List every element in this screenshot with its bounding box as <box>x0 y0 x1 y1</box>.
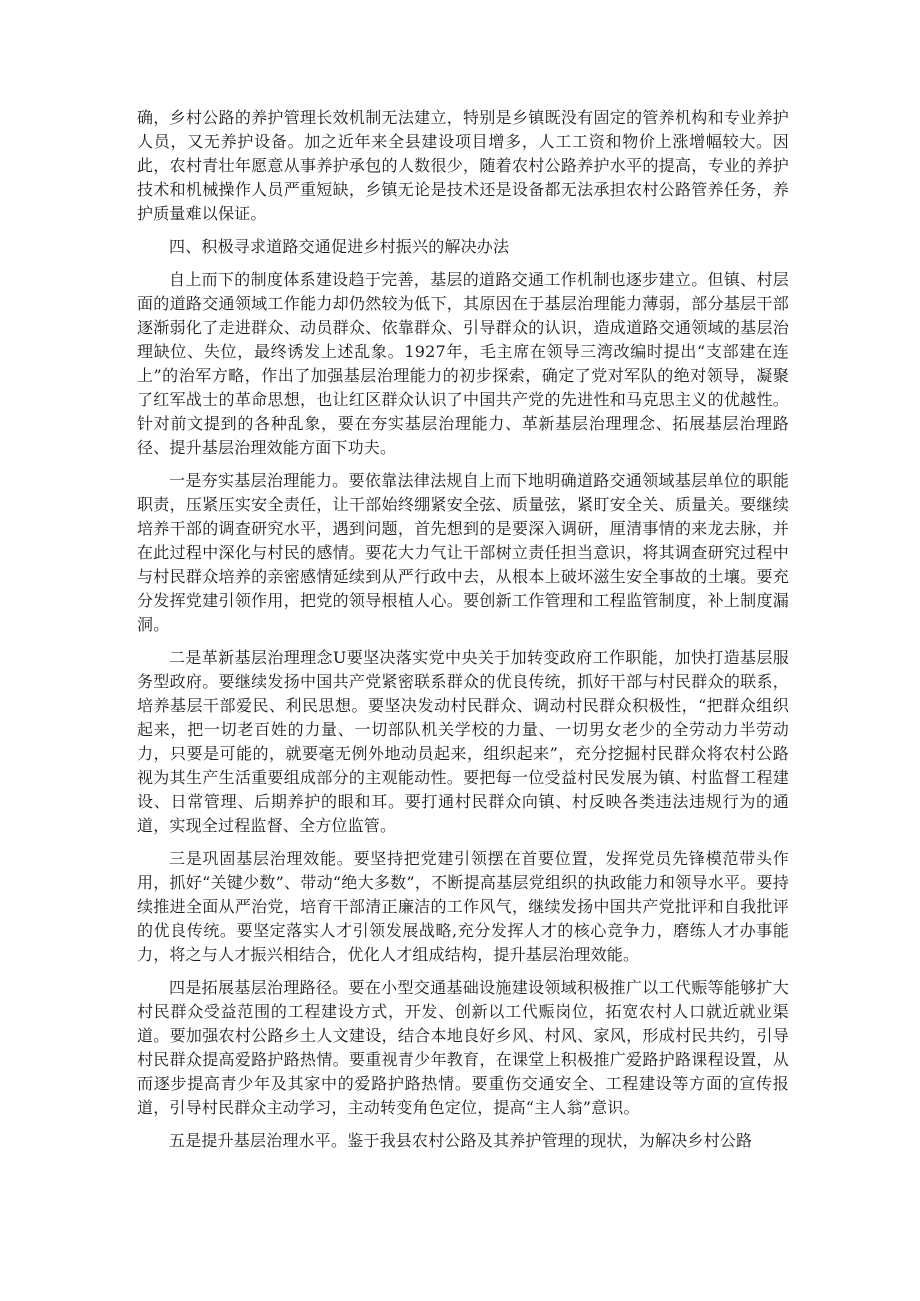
paragraph-point-3: 三是巩固基层治理效能。要坚持把党建引领摆在首要位置，发挥党员先锋模范带头作用，抓好“关键少数”、带动“绝大多数”，不断提高基层党组织的执政能力和领导水平。要持续推进全面从严治党，培育干部清正廉洁的工作风气，继续发扬中国共产党批评和自我批评的优良传统。要坚定落实人才引领发展战略,充分发挥人才的核心竞争力，磨练人才办事能力，将之与人才振兴相结合，优化人才组成结构，提升基层治理效能。 <box>137 849 789 964</box>
paragraph-intro: 自上而下的制度体系建设趋于完善，基层的道路交通工作机制也逐步建立。但镇、村层面的道路交通领域工作能力却仍然较为低下，其原因在于基层治理能力薄弱，部分基层干部逐渐弱化了走进群众、动员群众、依靠群众、引导群众的认识，造成道路交通领域的基层治理缺位、失位，最终诱发上述乱象。1927年，毛主席在领导三湾改编时提出“支部建在连上”的治军方略，作出了加强基层治理能力的初步探索，确定了党对军队的绝对领导，凝聚了红军战士的革命思想，也让红区群众认识了中国共产党的先进性和马克思主义的优越性。针对前文提到的各种乱象，要在夯实基层治理能力、革新基层治理理念、拓展基层治理路径、提升基层治理效能方面下功夫。 <box>137 270 789 457</box>
paragraph-point-4: 四是拓展基层治理路径。要在小型交通基础设施建设领域积极推广以工代赈等能够扩大村民群众受益范围的工程建设方式，开发、创新以工代赈岗位，拓宽农村人口就近就业渠道。要加强农村公路乡土人文建设，结合本地良好乡风、村风、家风，形成村民共约，引导村民群众提高爱路护路热情。要重视青少年教育，在课堂上积极推广爱路护路课程设置，从而逐步提高青少年及其家中的爱路护路热情。要重伤交通安全、工程建设等方面的宣传报道，引导村民群众主动学习，主动转变角色定位，提高“主人翁”意识。 <box>137 978 789 1117</box>
section-heading: 四、积极寻求道路交通促进乡村振兴的解决办法 <box>169 237 510 256</box>
paragraph-point-5: 五是提升基层治理水平。鉴于我县农村公路及其养护管理的现状，为解决乡村公路 <box>169 1131 753 1150</box>
paragraph-continuation: 确，乡村公路的养护管理长效机制无法建立，特别是乡镇既没有固定的管养机构和专业养护人员，又无养护设备。加之近年来全县建设项目增多，人工工资和物价上涨增幅较大。因此，农村青壮年愿意从事养护承包的人数很少，随着农村公路养护水平的提高，专业的养护技术和机械操作人员严重短缺，乡镇无论是技术还是设备都无法承担农村公路管养任务，养护质量难以保证。 <box>137 108 789 223</box>
paragraph-point-1: 一是夯实基层治理能力。要依靠法律法规自上而下地明确道路交通领域基层单位的职能职责，压紧压实安全责任，让干部始终绷紧安全弦、质量弦，紧盯安全关、质量关。要继续培养干部的调查研究水平，遇到问题，首先想到的是要深入调研，厘清事情的来龙去脉，并在此过程中深化与村民的感情。要花大力气让干部树立责任担当意识，将其调查研究过程中与村民群众培养的亲密感情延续到从严行政中去，从根本上破坏滋生安全事故的土壤。要充分发挥党建引领作用，把党的领导根植人心。要创新工作管理和工程监管制度，补上制度漏洞。 <box>137 471 789 634</box>
paragraph-point-2: 二是革新基层治理理念U要坚决落实党中央关于加转变政府工作职能，加快打造基层服务型政府。要继续发扬中国共产党紧密联系群众的优良传统，抓好干部与村民群众的联系，培养基层干部爱民、利民思想。要坚决发动村民群众、调动村民群众积极性，“把群众组织起来，把一切老百姓的力量、一切部队机关学校的力量、一切男女老少的全劳动力半劳动力，只要是可能的，就要毫无例外地动员起来，组织起来”，充分挖掘村民群众将农村公路视为其生产生活重要组成部分的主观能动性。要把每一位受益村民发展为镇、村监督工程建设、日常管理、后期养护的眼和耳。要打通村民群众向镇、村反映各类违法违规行为的通道，实现全过程监督、全方位监管。 <box>137 648 789 835</box>
document-body <box>137 106 789 1162</box>
